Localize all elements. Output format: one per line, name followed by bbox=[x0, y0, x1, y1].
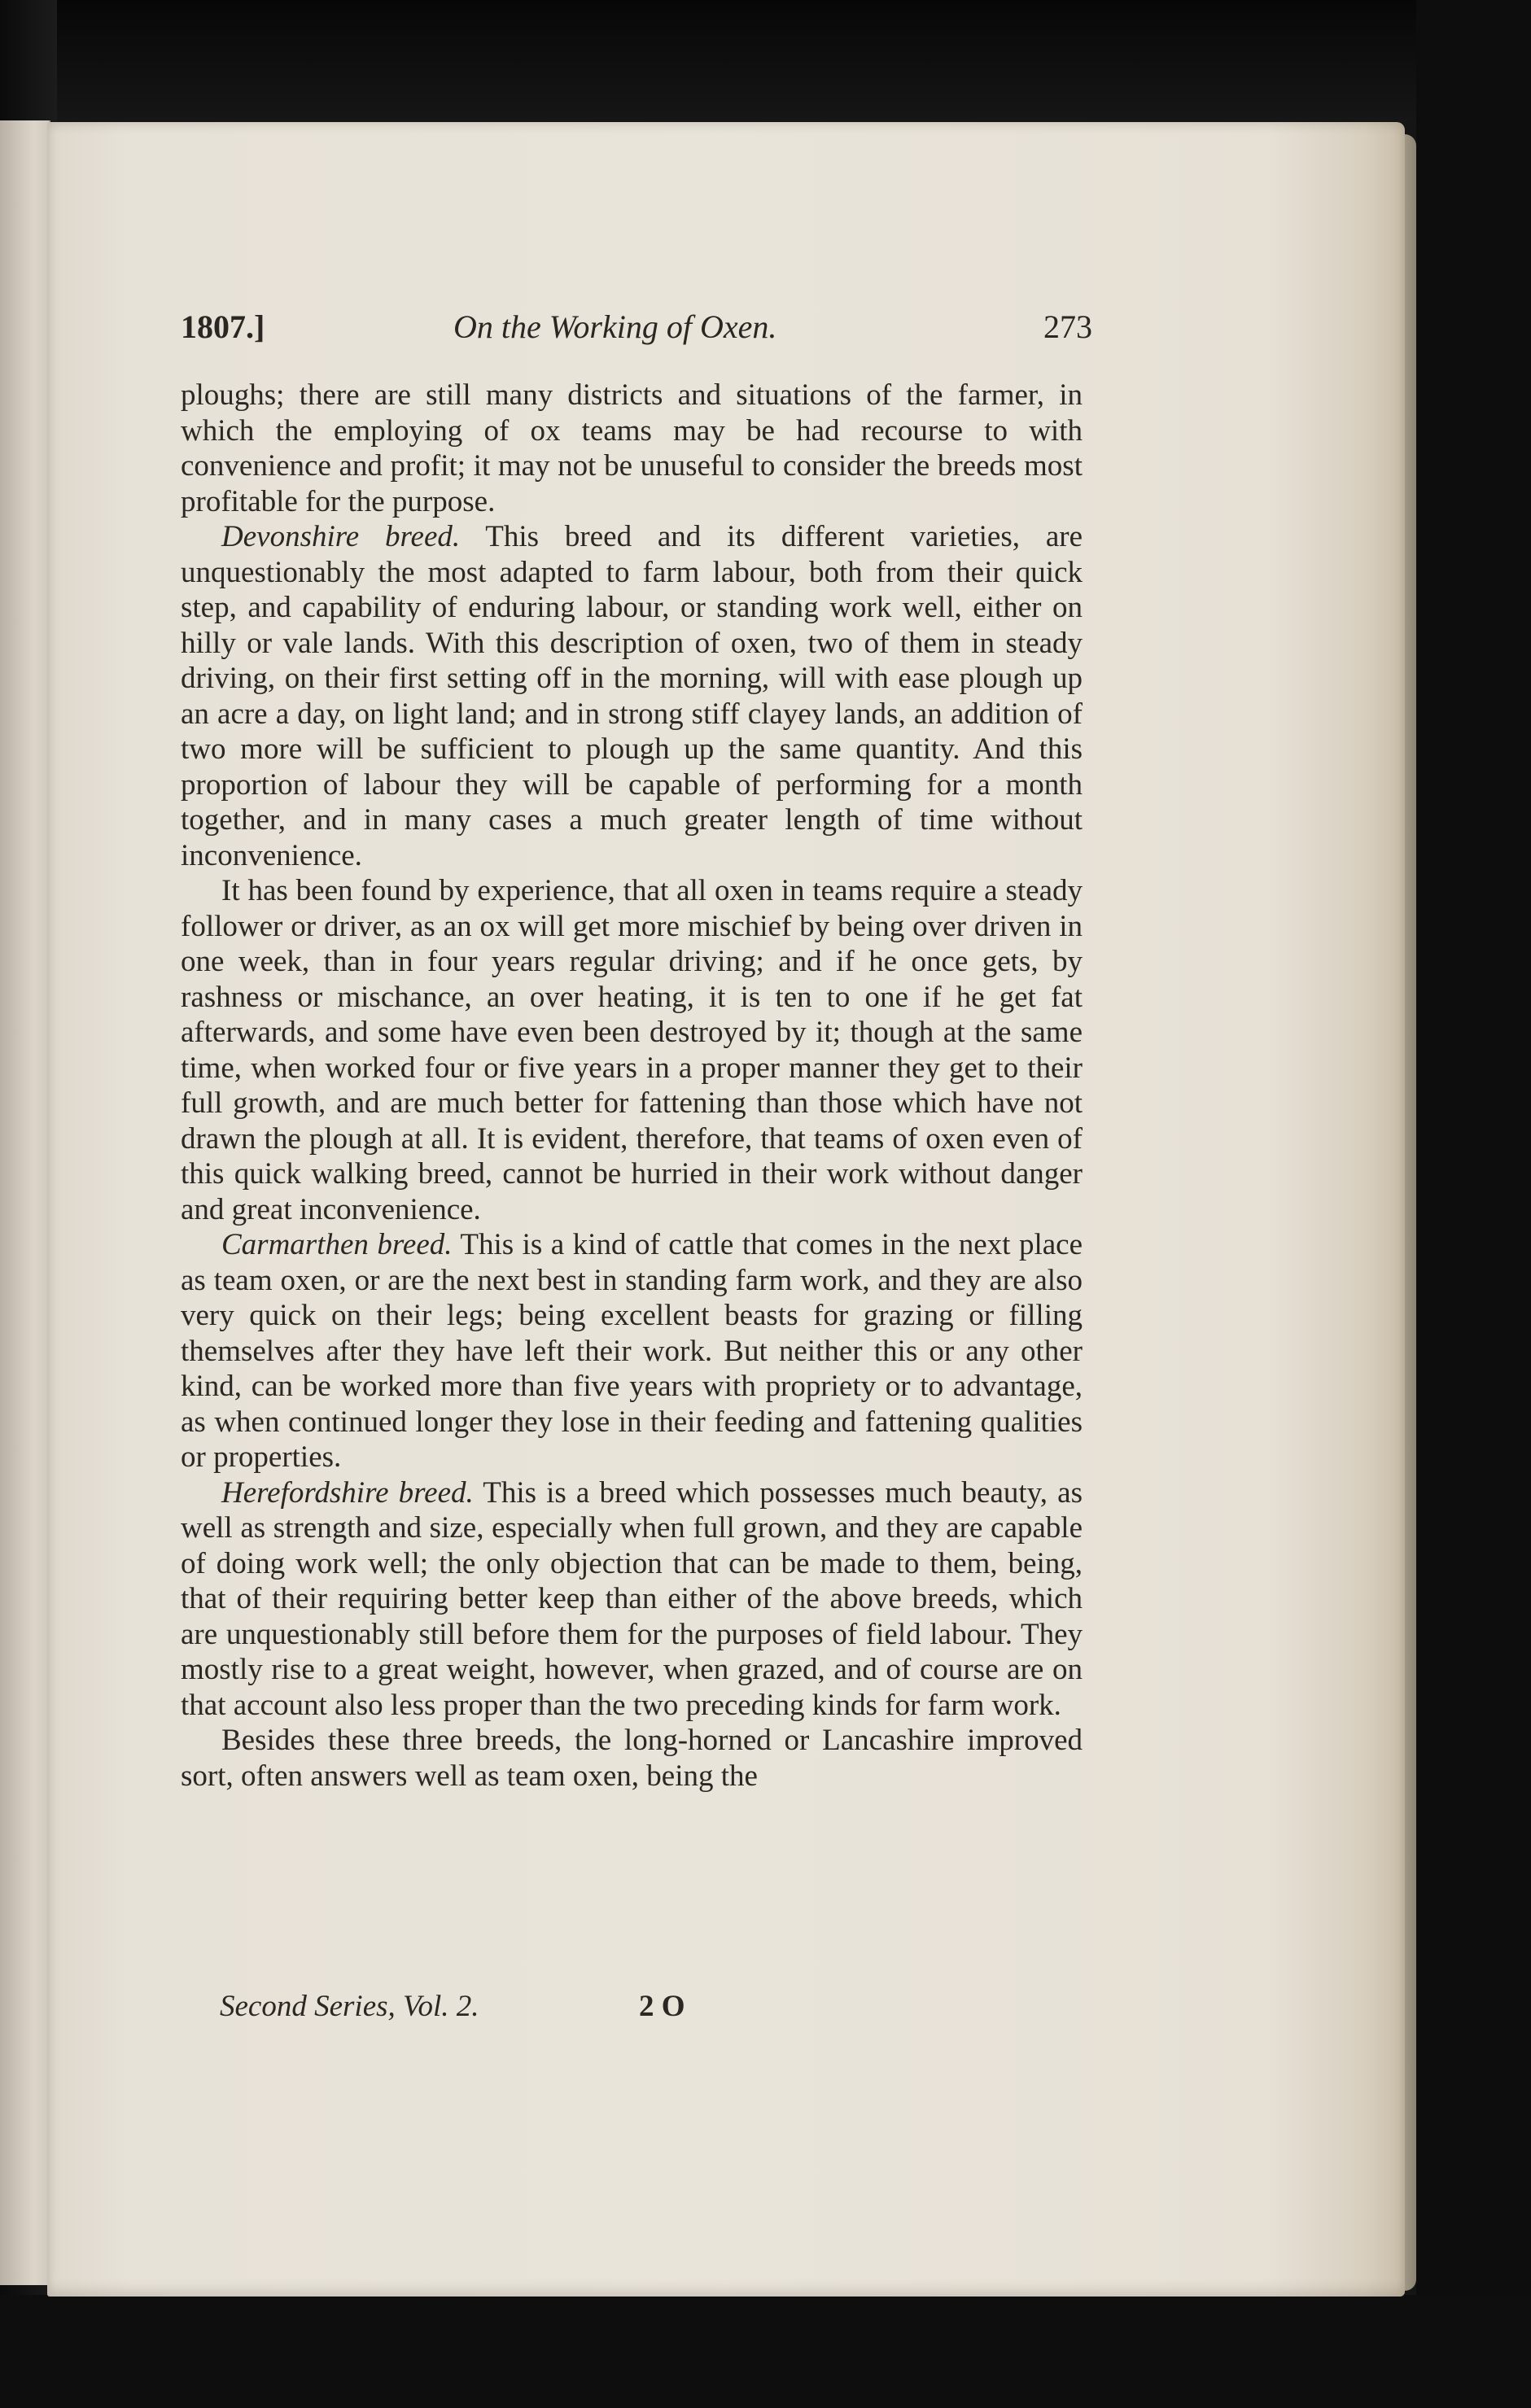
scan-background-right bbox=[1416, 0, 1531, 2408]
paragraph-besides: Besides these three breeds, the long-horned or Lancashire improved sort, often answers well as team oxen, being the bbox=[181, 1724, 1083, 1793]
paragraph-carmarthen bbox=[181, 1227, 1083, 1475]
header-year: 1807.] bbox=[181, 308, 265, 345]
scan-background-bottom bbox=[0, 2295, 1531, 2408]
scan-background-top bbox=[0, 0, 1531, 122]
body-text bbox=[181, 378, 1083, 1794]
page-footer bbox=[220, 1989, 1083, 2030]
page-number: 273 bbox=[1043, 308, 1092, 345]
series-volume: Second Series, Vol. 2. bbox=[220, 1990, 479, 2023]
herefordshire-text: This is a breed which possesses much beauty, as well as strength and size, especially when full grown, and they are capable of doing work well; the only objection that can be made to them, being, that of their requiring better keep than either of the above breeds, which are unquestionably still before them for the purposes of field labour. They mostly rise to a great weight, however, when grazed, and of course are on that account also less proper than the two preceding kinds for farm work. bbox=[181, 1475, 1083, 1722]
header-title: On the Working of Oxen. bbox=[453, 308, 777, 345]
carmarthen-text: This is a kind of cattle that comes in the next place as team oxen, or are the next best in standing farm work, and they are also very quick on their legs; being excellent beasts for grazing or filling themselves after they have left their work. But neither this or any other kind, can be worked more than five years with propriety or to advantage, as when continued longer they lose in their feeding and fattening qualities or properties. bbox=[181, 1228, 1083, 1474]
paragraph-herefordshire bbox=[181, 1475, 1083, 1724]
paragraph-experience: It has been found by experience, that all oxen in teams require a steady follower or driver, as an ox will get more mischief by being over driven in one week, than in four years regular driving; and if he once gets, by rashness or mischance, an over heating, it is ten to one if he get fat afterwards, and some have even been destroyed by it; though at the same time, when worked four or five years in a proper manner they get to their full growth, and are much better for fattening than those which have not drawn the plough at all. It is evident, therefore, that teams of oxen even of this quick walking breed, cannot be hurried in their work without danger and great inconvenience. bbox=[181, 874, 1083, 1226]
running-header bbox=[181, 308, 1092, 365]
devonshire-text: This breed and its different varieties, are unquestionably the most adapted to farm labour, both from their quick step, and capability of enduring labour, or standing work well, either on hilly or vale lands. With this description of oxen, two of them in steady driving, on their first setting off in the morning, will with ease plough up an acre a day, on light land; and in strong stiff clayey lands, an addition of two more will be sufficient to plough up the same quantity. And this proportion of labour they will be capable of performing for a month together, and in many cases a much greater length of time without inconvenience. bbox=[181, 520, 1083, 872]
herefordshire-lead: Herefordshire breed. bbox=[221, 1475, 474, 1510]
paragraph-continuation: ploughs; there are still many districts and situations of the farmer, in which the employing of ox teams may be had recourse to with convenience and profit; it may not be unuseful to consider the breeds most profitable for the purpose. bbox=[181, 378, 1083, 518]
paragraph-devonshire bbox=[181, 519, 1083, 873]
facing-page-edge bbox=[0, 120, 50, 2285]
devonshire-lead: Devonshire breed. bbox=[221, 520, 461, 553]
carmarthen-lead: Carmarthen breed. bbox=[221, 1228, 453, 1261]
signature-mark: 2 O bbox=[639, 1990, 685, 2023]
